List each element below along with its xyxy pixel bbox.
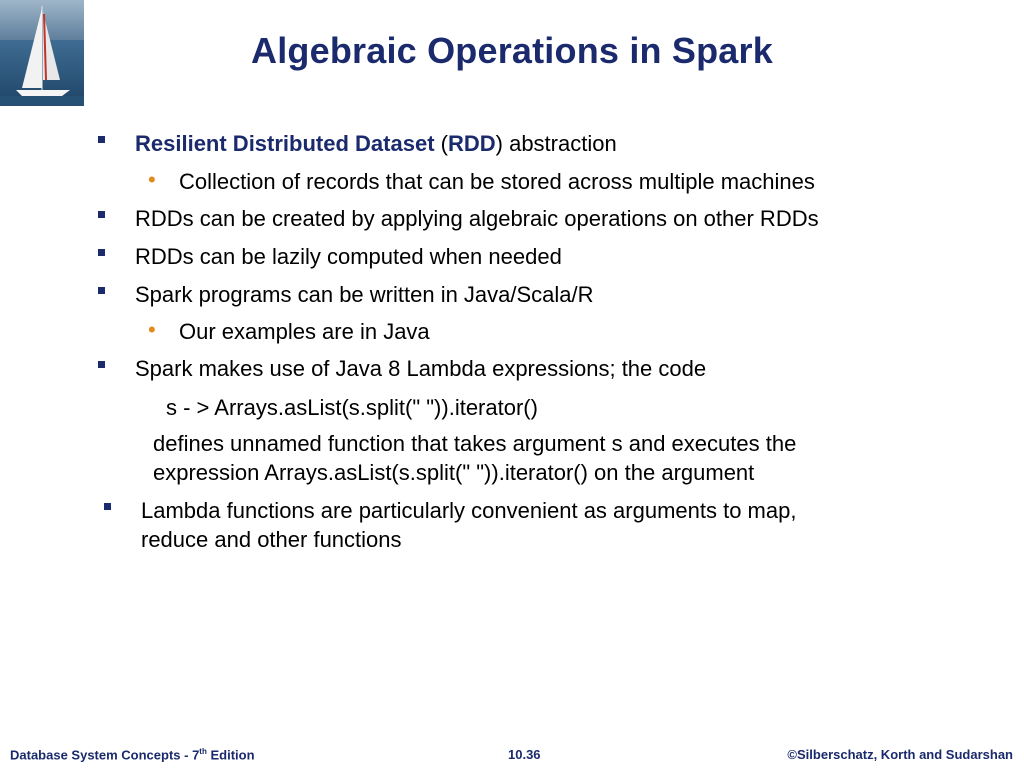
bullet-lazy-text: RDDs can be lazily computed when needed bbox=[135, 244, 562, 269]
footer-book-title bbox=[10, 747, 255, 762]
rdd-paren-open: ( bbox=[434, 131, 448, 156]
dot-bullet-icon: • bbox=[148, 167, 156, 192]
footer-book-suffix: Edition bbox=[206, 747, 255, 762]
bullet-lambda-line-1: Lambda functions are particularly convenient as arguments to map, bbox=[141, 498, 797, 523]
bullet-lambda-intro-text: Spark makes use of Java 8 Lambda expressions; the code bbox=[135, 356, 707, 381]
rdd-abbr: RDD bbox=[447, 131, 496, 156]
description-line-1: defines unnamed function that takes argument s and executes the bbox=[153, 431, 797, 456]
footer-edition-sup: th bbox=[199, 746, 207, 756]
rdd-term: Resilient Distributed Dataset bbox=[135, 131, 435, 156]
sub-bullet-java-text: Our examples are in Java bbox=[179, 319, 430, 344]
dot-bullet-icon: • bbox=[148, 317, 156, 342]
bullet-algebraic-ops-text: RDDs can be created by applying algebraic operations on other RDDs bbox=[135, 206, 819, 231]
footer-slide-number: 10.36 bbox=[508, 747, 541, 762]
footer-book-prefix: Database System Concepts - 7 bbox=[10, 747, 200, 762]
sub-bullet-records-text: Collection of records that can be stored across multiple machines bbox=[179, 169, 815, 194]
bullet-languages-text: Spark programs can be written in Java/Scala/R bbox=[135, 282, 594, 307]
description-line-2: expression Arrays.asList(s.split(" ")).iterator() on the argument bbox=[153, 460, 755, 485]
bullet-lambda-line-2: reduce and other functions bbox=[141, 527, 402, 552]
rdd-abstraction-text: ) abstraction bbox=[495, 131, 617, 156]
slide-title: Algebraic Operations in Spark bbox=[251, 30, 773, 71]
code-example: s - > Arrays.asList(s.split(" ")).iterator() bbox=[166, 395, 538, 420]
footer-copyright: ©Silberschatz, Korth and Sudarshan bbox=[787, 747, 1013, 762]
